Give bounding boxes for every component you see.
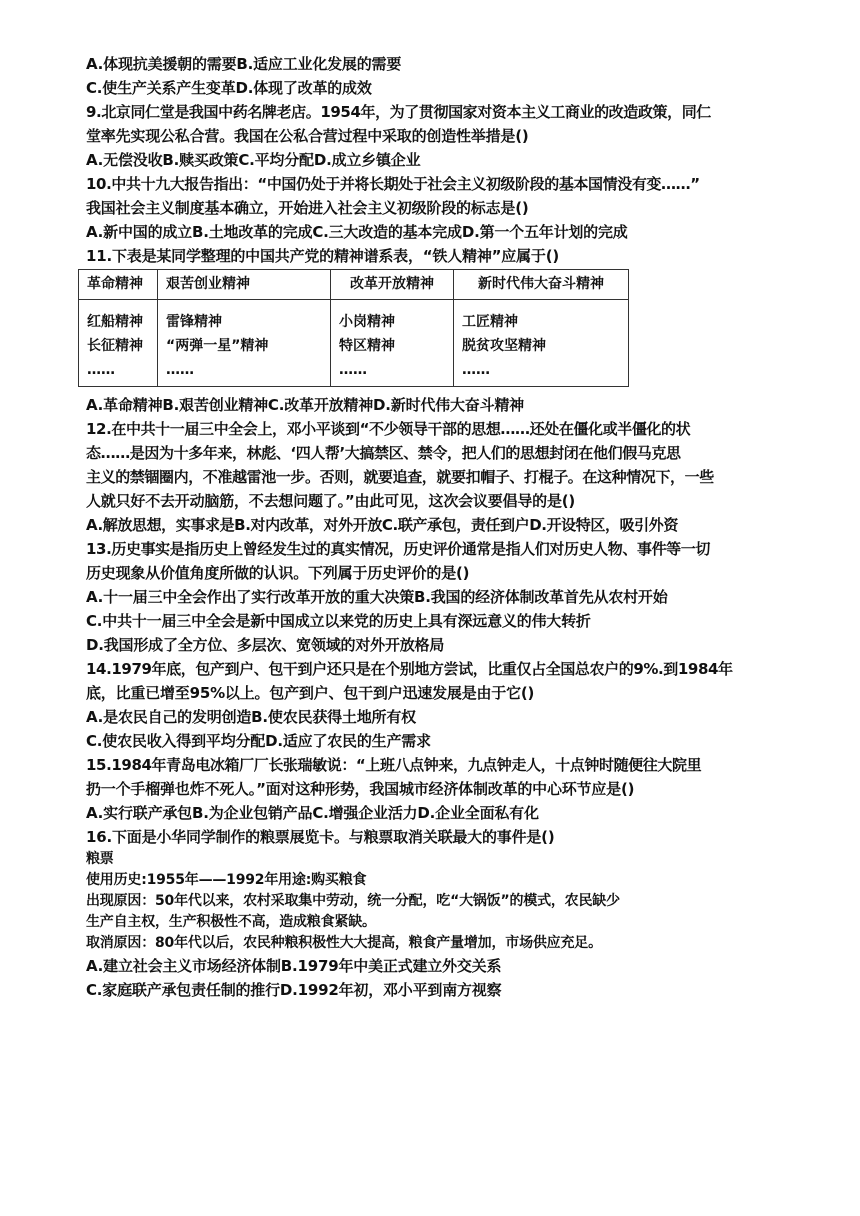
q12-stem-line4: 人就只好不去开动脑筋，不去想问题了。”由此可见，这次会议要倡导的是()	[86, 492, 576, 510]
cell-line: 雷锋精神	[166, 314, 222, 330]
table-row	[79, 300, 629, 387]
cell-line: “两弹一星”精神	[166, 338, 269, 354]
cell-line: 脱贫攻坚精神	[462, 338, 546, 354]
spirit-table	[78, 269, 629, 387]
table-cell	[454, 300, 629, 387]
table-header: 革命精神	[79, 270, 158, 300]
table-cell	[158, 300, 331, 387]
q8-options-cd: C.使生产关系产生变革D.体现了改革的成效	[86, 79, 372, 97]
exam-page	[86, 52, 786, 1002]
cell-line: ……	[339, 362, 367, 378]
cell-line: ……	[462, 362, 490, 378]
q15-stem-line1: 15.1984年青岛电冰箱厂厂长张瑞敏说：“上班八点钟来，九点钟走人，十点钟时随便往大院里	[86, 756, 702, 774]
q12-stem-line3: 主义的禁锢圈内，不准越雷池一步。否则，就要追查，就要扣帽子、打棍子。在这种情况下，一些	[86, 468, 714, 486]
q12-options: A.解放思想，实事求是B.对内改革，对外开放C.联产承包，责任到户D.开设特区，吸引外资	[86, 516, 678, 534]
q13-option-c: C.中共十一届三中全会是新中国成立以来党的历史上具有深远意义的伟大转折	[86, 612, 591, 630]
q16-stem: 16.下面是小华同学制作的粮票展览卡。与粮票取消关联最大的事件是()	[86, 828, 555, 846]
card-cancel-line: 取消原因：80年代以后，农民种粮积极性大大提高，粮食产量增加，市场供应充足。	[86, 935, 602, 951]
cell-line: 小岗精神	[339, 314, 395, 330]
q15-stem-line2: 扔一个手榴弹也炸不死人。”面对这种形势，我国城市经济体制改革的中心环节应是()	[86, 780, 635, 798]
table-cell	[79, 300, 158, 387]
ration-ticket-card	[86, 849, 786, 954]
q9-stem-line2: 堂率先实现公私合营。我国在公私合营过程中采取的创造性举措是()	[86, 127, 529, 145]
q8-options-ab: A.体现抗美援朝的需要B.适应工业化发展的需要	[86, 55, 402, 73]
q12-stem-line2: 态……是因为十多年来，林彪、‘四人帮’大搞禁区、禁令，把人们的思想封闭在他们假马克思	[86, 444, 681, 462]
q16-options-ab: A.建立社会主义市场经济体制B.1979年中美正式建立外交关系	[86, 957, 502, 975]
q11-stem: 11.下表是某同学整理的中国共产党的精神谱系表，“铁人精神”应属于()	[86, 247, 560, 265]
table-header: 艰苦创业精神	[158, 270, 331, 300]
cell-line: 红船精神	[87, 314, 143, 330]
q12-stem-line1: 12.在中共十一届三中全会上，邓小平谈到“不少领导干部的思想……还处在僵化或半僵化的状	[86, 420, 691, 438]
q13-option-ab: A.十一届三中全会作出了实行改革开放的重大决策B.我国的经济体制改革首先从农村开始	[86, 588, 668, 606]
cell-line: 长征精神	[87, 338, 143, 354]
q16-options-cd: C.家庭联产承包责任制的推行D.1992年初，邓小平到南方视察	[86, 981, 502, 999]
q14-options-cd: C.使农民收入得到平均分配D.适应了农民的生产需求	[86, 732, 431, 750]
q13-stem-line1: 13.历史事实是指历史上曾经发生过的真实情况，历史评价通常是指人们对历史人物、事件等一切	[86, 540, 710, 558]
q15-options: A.实行联产承包B.为企业包销产品C.增强企业活力D.企业全面私有化	[86, 804, 539, 822]
q11-options: A.革命精神B.艰苦创业精神C.改革开放精神D.新时代伟大奋斗精神	[86, 396, 524, 414]
card-origin-line2: 生产自主权，生产积极性不高，造成粮食紧缺。	[86, 914, 376, 930]
q9-options: A.无偿没收B.赎买政策C.平均分配D.成立乡镇企业	[86, 151, 421, 169]
card-title: 粮票	[86, 851, 114, 867]
table-cell	[331, 300, 454, 387]
q14-stem-line2: 底，比重已增至95%以上。包产到户、包干到户迅速发展是由于它()	[86, 684, 535, 702]
q10-options: A.新中国的成立B.土地改革的完成C.三大改造的基本完成D.第一个五年计划的完成	[86, 223, 628, 241]
cell-line: 工匠精神	[462, 314, 518, 330]
card-usage-line: 使用历史:1955年——1992年用途:购买粮食	[86, 872, 367, 888]
cell-line: ……	[166, 362, 194, 378]
cell-line: ……	[87, 362, 115, 378]
card-origin-line1: 出现原因：50年代以来，农村采取集中劳动，统一分配，吃“大锅饭”的模式，农民缺少	[86, 893, 620, 909]
q13-stem-line2: 历史现象从价值角度所做的认识。下列属于历史评价的是()	[86, 564, 470, 582]
q14-stem-line1: 14.1979年底，包产到户、包干到户还只是在个别地方尝试，比重仅占全国总农户的9%.到1984年	[86, 660, 733, 678]
q10-stem-line1: 10.中共十九大报告指出：“中国仍处于并将长期处于社会主义初级阶段的基本国情没有变……”	[86, 175, 700, 193]
table-header: 改革开放精神	[331, 270, 454, 300]
q10-stem-line2: 我国社会主义制度基本确立，开始进入社会主义初级阶段的标志是()	[86, 199, 529, 217]
cell-line: 特区精神	[339, 338, 395, 354]
q13-option-d: D.我国形成了全方位、多层次、宽领域的对外开放格局	[86, 636, 445, 654]
q9-stem-line1: 9.北京同仁堂是我国中药名牌老店。1954年，为了贯彻国家对资本主义工商业的改造政策，同仁	[86, 103, 711, 121]
table-header: 新时代伟大奋斗精神	[454, 270, 629, 300]
q14-options-ab: A.是农民自己的发明创造B.使农民获得土地所有权	[86, 708, 416, 726]
table-header-row	[79, 270, 629, 300]
